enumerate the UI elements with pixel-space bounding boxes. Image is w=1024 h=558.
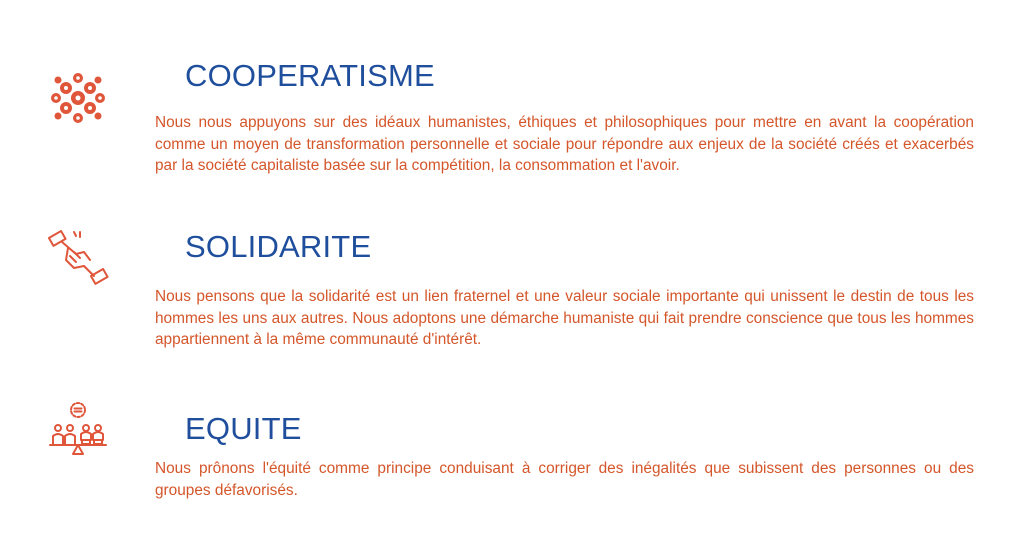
section-title: SOLIDARITE bbox=[185, 229, 372, 264]
section-text: Nous pensons que la solidarité est un lien fraternel et une valeur sociale importante qui unissent le destin de tous les hommes les uns aux autres. Nous adoptons une démarche humaniste qui fait prendre conscience que tous les hommes appartiennent à la même communauté d'intérêt. bbox=[155, 288, 974, 348]
section-title: COOPERATISME bbox=[185, 58, 435, 93]
section-text: Nous nous appuyons sur des idéaux humanistes, éthiques et philosophiques pour mettre en avant la coopération comme un moyen de transformation personnelle et sociale pour répondre aux enjeux de la société créés et exacerbés par la société capitaliste basée sur la compétition, la consommation et l'avoir. bbox=[155, 114, 974, 174]
section-text: Nous prônons l'équité comme principe conduisant à corriger des inégalités que subissent des personnes ou des groupes défavorisés. bbox=[155, 460, 974, 499]
section-title: EQUITE bbox=[185, 411, 302, 446]
equity-balance-icon bbox=[46, 400, 110, 464]
gears-cluster-icon bbox=[46, 66, 110, 130]
handshake-icon bbox=[46, 226, 110, 290]
